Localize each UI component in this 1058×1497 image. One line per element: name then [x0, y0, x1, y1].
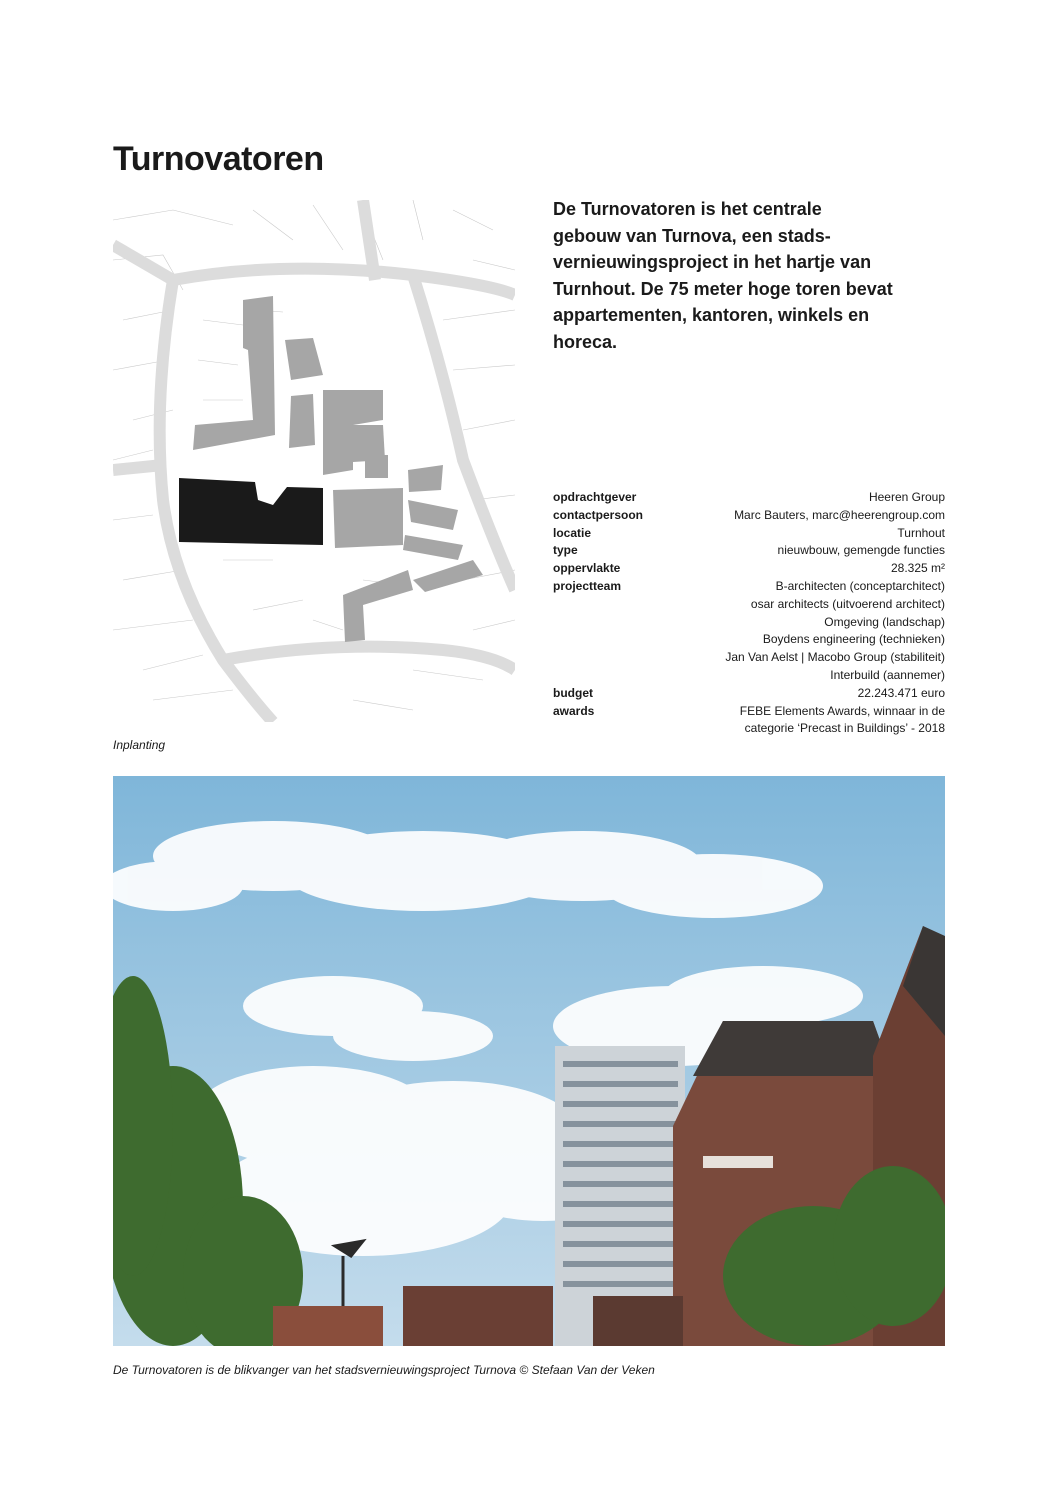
- fact-row-contactpersoon: [553, 507, 945, 525]
- intro-line: appartementen, kantoren, winkels en: [553, 305, 870, 325]
- fact-value-line: Heeren Group: [868, 490, 945, 504]
- fact-row-type: [553, 542, 945, 560]
- fact-value-line: Marc Bauters, marc@heerengroup.com: [734, 507, 945, 522]
- page-title: Turnovatoren: [113, 140, 324, 178]
- fact-value-line: 22.243.471 euro: [857, 685, 945, 700]
- tower-photo-drawing: [113, 776, 945, 1346]
- fact-label: opdrachtgever: [553, 490, 637, 504]
- fact-label: contactpersoon: [553, 507, 644, 522]
- fact-value-line: Omgeving (landschap): [824, 614, 945, 629]
- fact-value-line: 28.325 m²: [890, 561, 945, 576]
- tower-photo: [113, 776, 945, 1346]
- fact-label: budget: [553, 685, 593, 700]
- fact-label: locatie: [553, 525, 592, 540]
- fact-value-line: nieuwbouw, gemengde functies: [777, 543, 945, 558]
- fact-row-locatie: [553, 525, 945, 543]
- intro-text: [553, 196, 945, 355]
- fact-row-awards: [553, 703, 945, 739]
- intro-line: vernieuwingsproject in het hartje van: [553, 252, 872, 272]
- fact-value-line: Interbuild (aannemer): [830, 667, 945, 682]
- fact-value: [703, 525, 945, 543]
- fact-value-line: Boydens engineering (technieken): [762, 632, 945, 647]
- fact-row-opdrachtgever: [553, 489, 945, 507]
- fact-value-line: B-architecten (conceptarchitect): [775, 578, 945, 593]
- fact-value: [703, 703, 945, 739]
- fact-row-oppervlakte: [553, 560, 945, 578]
- fact-value-line: osar architects (uitvoerend architect): [750, 596, 945, 611]
- intro-line: De Turnovatoren is het centrale: [553, 199, 822, 219]
- fact-value-line: categorie ‘Precast in Buildings’ - 2018: [744, 721, 945, 736]
- fact-value: [703, 542, 945, 560]
- intro-line: gebouw van Turnova, een stads-: [553, 225, 831, 246]
- fact-label: oppervlakte: [553, 561, 621, 576]
- intro-line: Turnhout. De 75 meter hoge toren bevat: [553, 278, 893, 299]
- fact-value: [703, 578, 945, 685]
- map-caption: Inplanting: [113, 738, 166, 752]
- fact-value: [703, 560, 945, 578]
- site-plan-drawing: [113, 200, 515, 722]
- fact-value: [703, 489, 945, 507]
- fact-value-line: FEBE Elements Awards, winnaar in de: [739, 703, 945, 718]
- fact-value-line: Turnhout: [897, 525, 945, 540]
- project-facts-table: [553, 489, 945, 738]
- fact-row-projectteam: [553, 578, 945, 685]
- fact-label: awards: [553, 703, 595, 718]
- photo-caption: De Turnovatoren is de blikvanger van het stadsvernieuwingsproject Turnova © Stefaan Van der Veken: [113, 1363, 655, 1377]
- fact-value: [703, 507, 945, 525]
- tower-footprint: [179, 478, 323, 545]
- fact-label: type: [553, 543, 578, 558]
- fact-value: [703, 685, 945, 703]
- fact-row-budget: [553, 685, 945, 703]
- fact-value-line: Jan Van Aelst | Macobo Group (stabiliteit): [725, 650, 945, 665]
- intro-line: horeca.: [553, 331, 618, 352]
- fact-label: projectteam: [553, 578, 622, 593]
- site-plan-map: [113, 200, 515, 722]
